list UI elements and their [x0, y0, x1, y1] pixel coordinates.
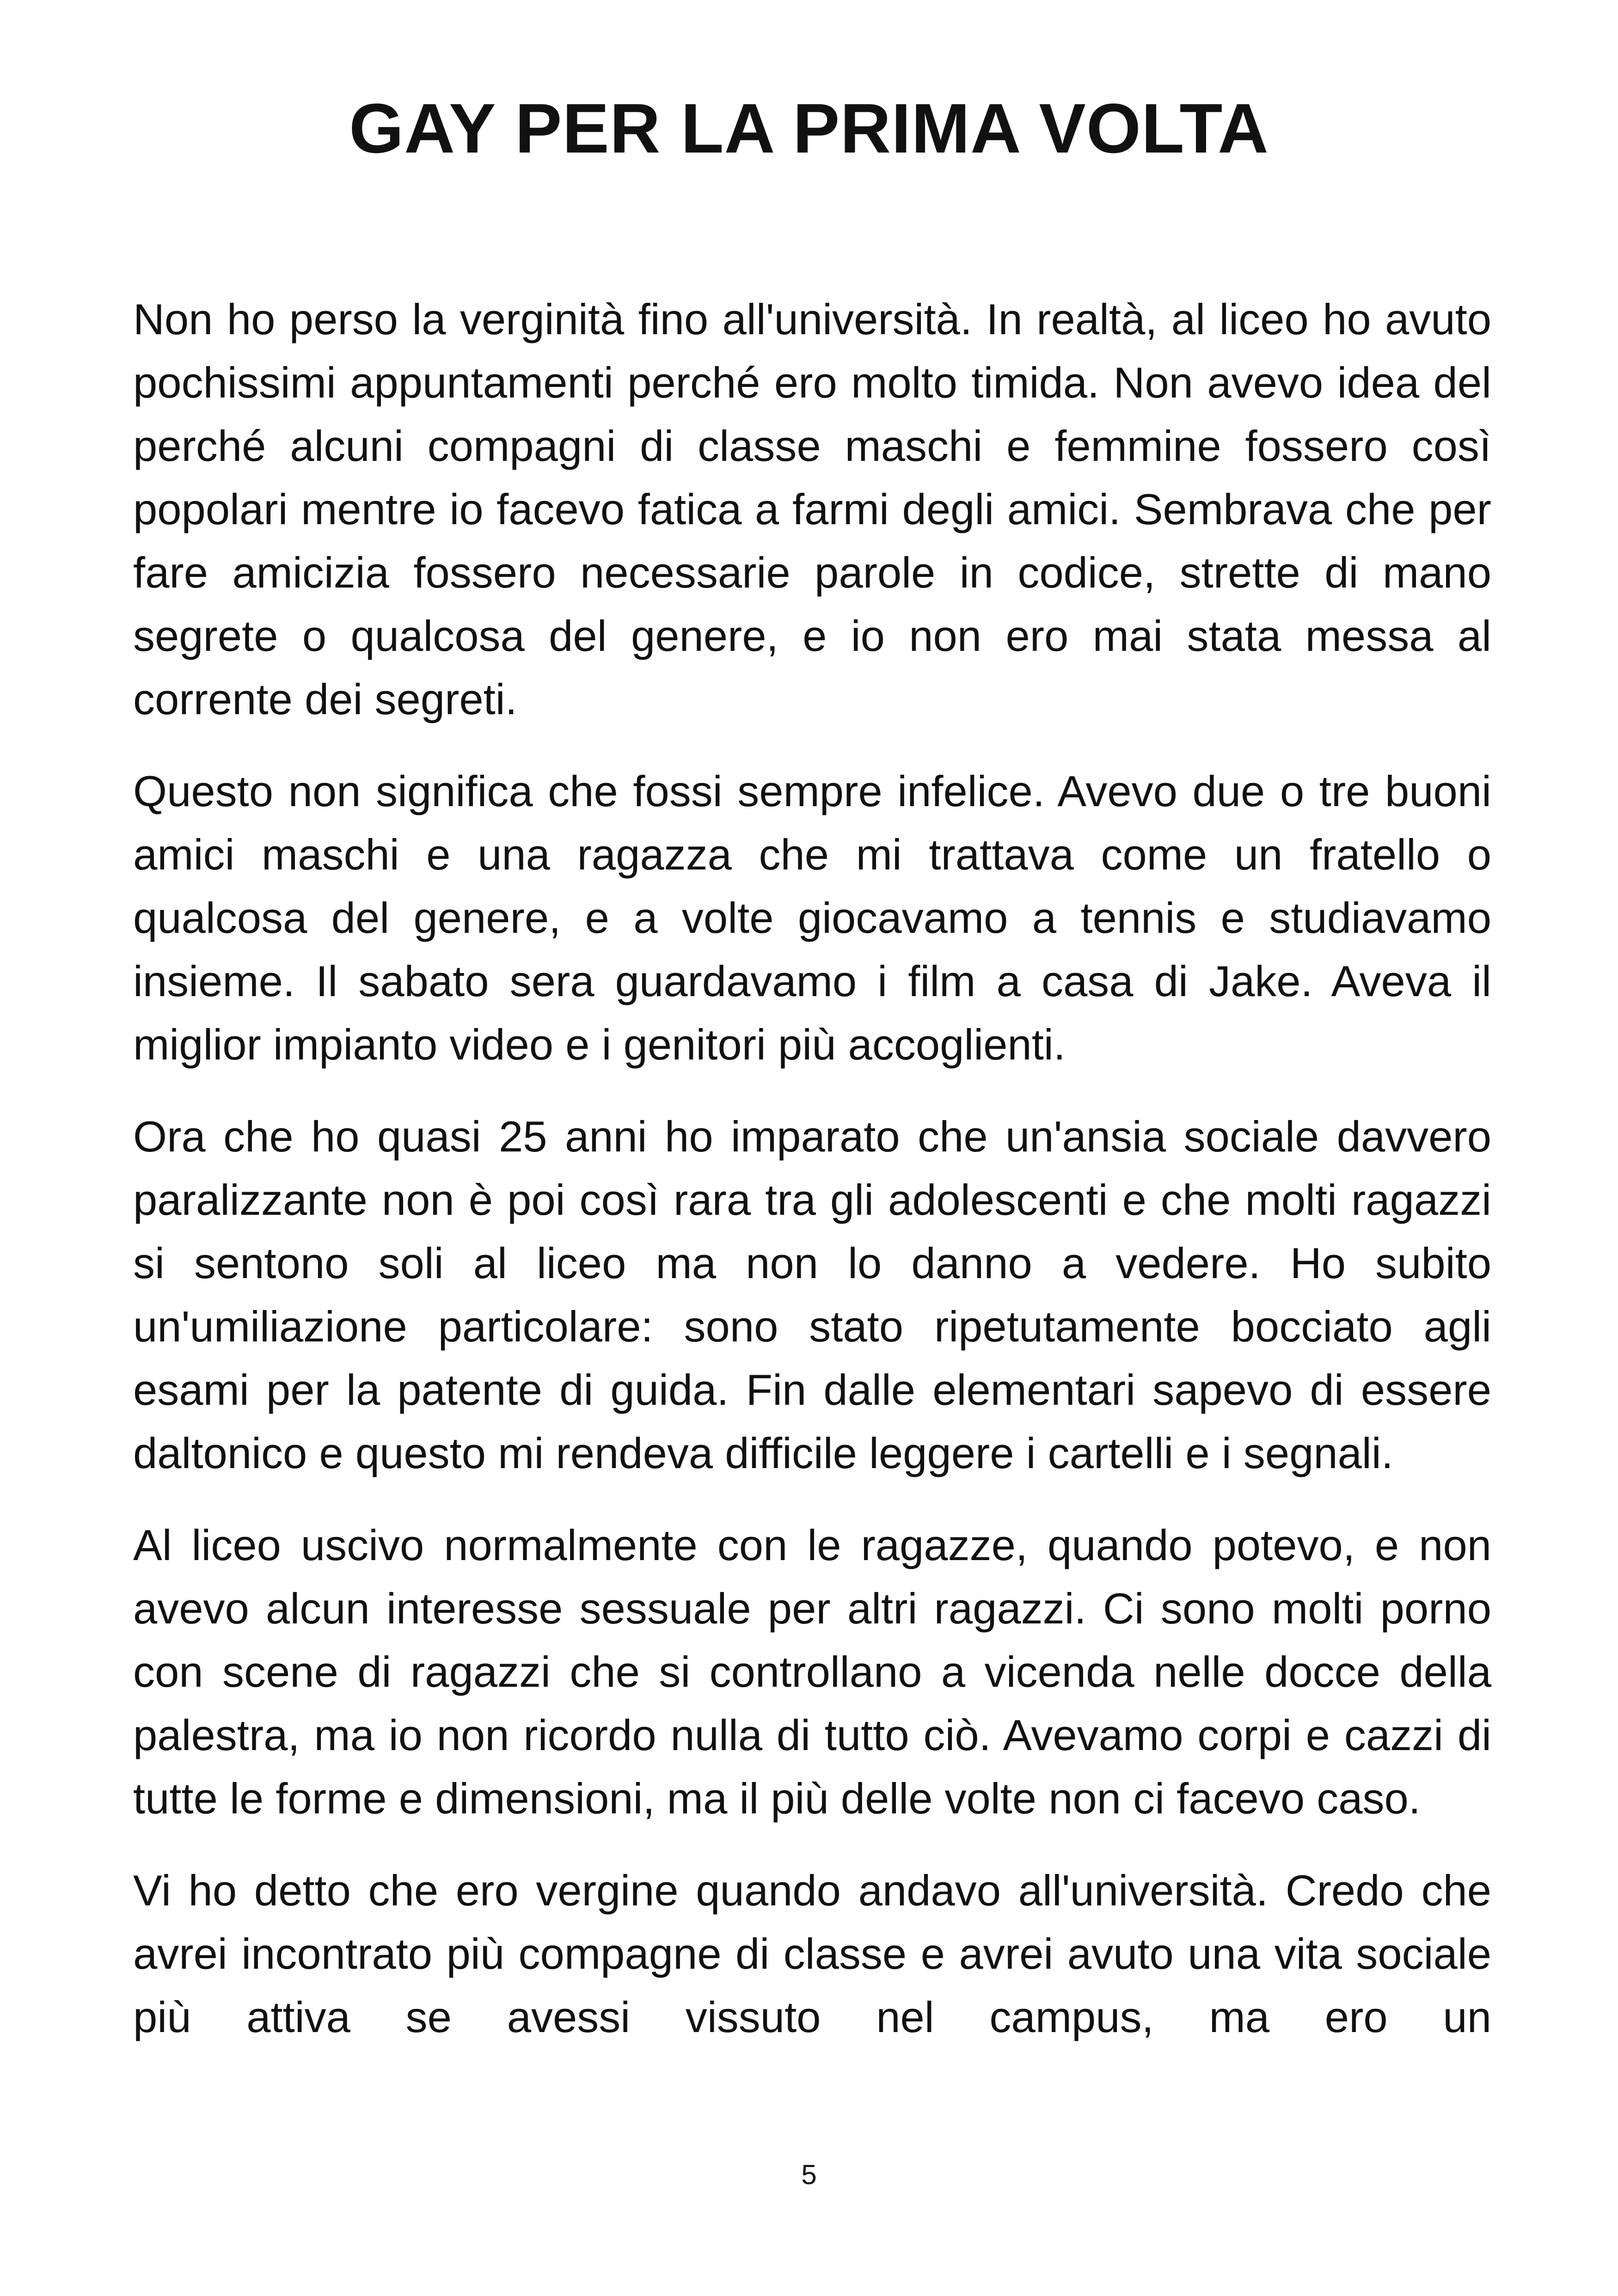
- page-number: 5: [801, 2159, 817, 2190]
- body-text: [133, 288, 1491, 2049]
- paragraph-2: Questo non significa che fossi sempre infelice. Avevo due o tre buoni amici maschi e una ragazza che mi trattava come un fratello o qualcosa del genere, e a volte giocavamo a tennis e studiavamo insieme. Il sabato sera guardavamo i film a casa di Jake. Aveva il miglior impianto video e i genitori più accoglienti.: [133, 767, 1491, 1069]
- paragraph-4: Al liceo uscivo normalmente con le ragazze, quando potevo, e non avevo alcun interesse sessuale per altri ragazzi. Ci sono molti porno con scene di ragazzi che si controllano a vicenda nelle docce della palestra, ma io non ricordo nulla di tutto ciò. Avevamo corpi e cazzi di tutte le forme e dimensioni, ma il più delle volte non ci facevo caso.: [133, 1521, 1491, 1823]
- page-title: GAY PER LA PRIMA VOLTA: [349, 89, 1269, 168]
- paragraph-1: Non ho perso la verginità fino all'università. In realtà, al liceo ho avuto pochissimi appuntamenti perché ero molto timida. Non avevo idea del perché alcuni compagni di classe maschi e femmine fossero così popolari mentre io facevo fatica a farmi degli amici. Sembrava che per fare amicizia fossero necessarie parole in codice, strette di mano segrete o qualcosa del genere, e io non ero mai stata messa al corrente dei segreti.: [133, 295, 1491, 723]
- paragraph-3: Ora che ho quasi 25 anni ho imparato che un'ansia sociale davvero paralizzante non è poi così rara tra gli adolescenti e che molti ragazzi si sentono soli al liceo ma non lo danno a vedere. Ho subito un'umiliazione particolare: sono stato ripetutamente bocciato agli esami per la patente di guida. Fin dalle elementari sapevo di essere daltonico e questo mi rendeva difficile leggere i cartelli e i segnali.: [133, 1112, 1491, 1477]
- paragraph-5: Vi ho detto che ero vergine quando andavo all'università. Credo che avrei incontrato più compagne di classe e avrei avuto una vita sociale più attiva se avessi vissuto nel campus, ma ero un: [133, 1866, 1491, 2041]
